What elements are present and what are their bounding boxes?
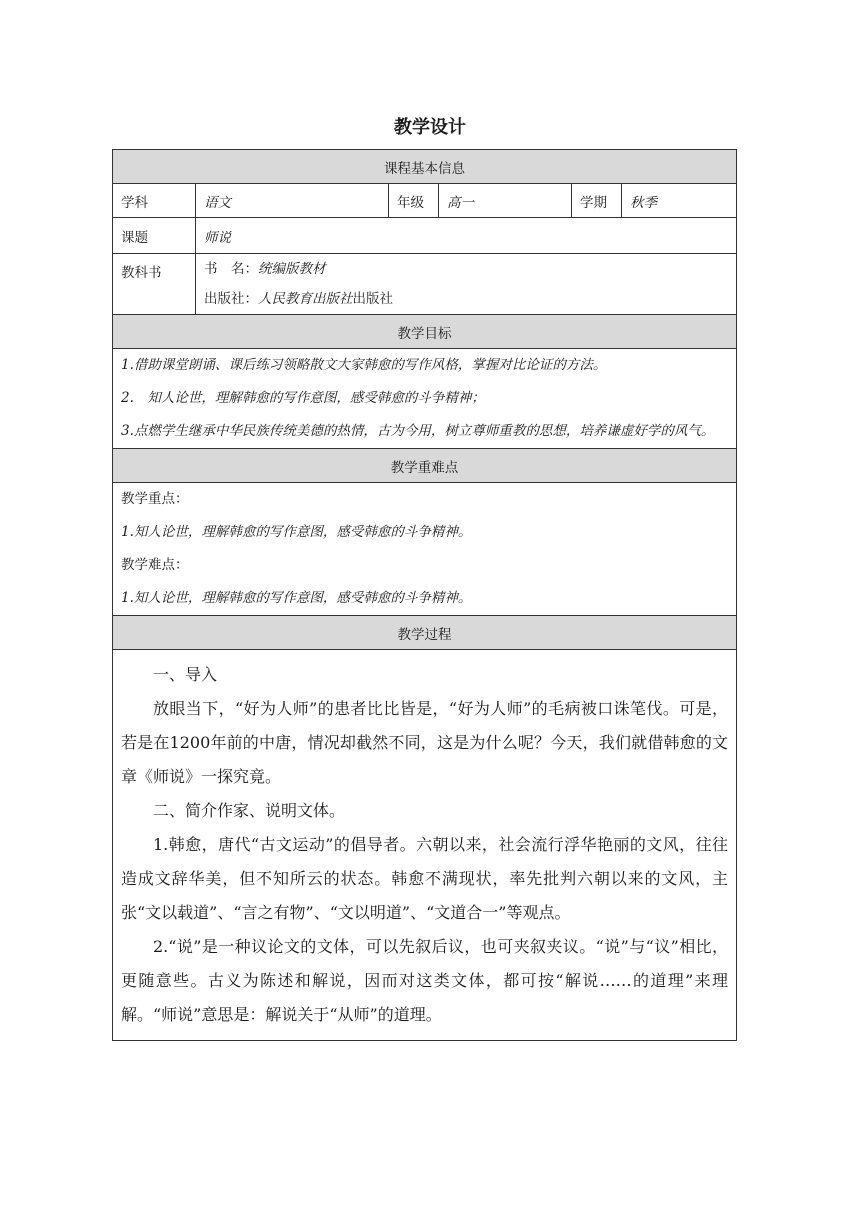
book-name-value: 统编版教材 bbox=[258, 261, 326, 277]
focus-item: 1.知人论世，理解韩愈的写作意图，感受韩愈的斗争精神。 bbox=[121, 524, 472, 540]
process-paragraph: 二、简介作家、说明文体。 bbox=[153, 801, 346, 820]
key-points-content bbox=[113, 483, 737, 616]
focus-label: 教学重点： bbox=[121, 491, 189, 507]
key-points-row bbox=[113, 483, 737, 616]
book-name-line bbox=[204, 254, 728, 284]
publisher-key: 出版社： bbox=[204, 291, 258, 307]
textbook-row bbox=[113, 254, 737, 315]
grade-value: 高一 bbox=[439, 184, 572, 218]
key-points-header-row bbox=[113, 449, 737, 483]
objectives-list bbox=[113, 349, 737, 449]
topic-row bbox=[113, 218, 737, 254]
process-paragraph: 一、导入 bbox=[153, 665, 218, 684]
objective-item: 2. 知人论世，理解韩愈的写作意图，感受韩愈的斗争精神； bbox=[121, 390, 485, 406]
process-paragraph: 2.“说”是一种议论文的文体，可以先叙后议，也可夹叙夹议。“说”与“议”相比，更随意些。古义为陈述和解说，因而对这类文体，都可按“解说……的道理”来理解。“师说”意思是：解说关于“从师”的道理。 bbox=[121, 937, 729, 1024]
objectives-header-row bbox=[113, 315, 737, 349]
topic-value: 师说 bbox=[196, 218, 737, 254]
document-title: 教学设计 bbox=[394, 117, 466, 138]
publisher-suffix: 出版社 bbox=[352, 291, 393, 307]
term-value: 秋季 bbox=[622, 184, 737, 218]
basic-info-header-row bbox=[113, 150, 737, 184]
process-paragraph: 1.韩愈，唐代“古文运动”的倡导者。六朝以来，社会流行浮华艳丽的文风，往往造成文辞华美，但不知所云的状态。韩愈不满现状，率先批判六朝以来的文风，主张“文以载道”、“言之有物”、“文以明道”、“文道合一”等观点。 bbox=[121, 835, 729, 922]
difficulty-label: 教学难点： bbox=[121, 557, 189, 573]
process-paragraph: 放眼当下，“好为人师”的患者比比皆是，“好为人师”的毛病被口诛笔伐。可是，若是在1200年前的中唐，情况却截然不同，这是为什么呢？今天，我们就借韩愈的文章《师说》一探究竟。 bbox=[121, 699, 729, 786]
book-name-key: 书 名： bbox=[204, 261, 258, 277]
textbook-info bbox=[196, 254, 737, 315]
term-label: 学期 bbox=[572, 184, 622, 218]
topic-label: 课题 bbox=[113, 218, 196, 254]
publisher-value: 人民教育出版社 bbox=[258, 291, 353, 307]
process-header-row bbox=[113, 616, 737, 650]
textbook-label bbox=[113, 254, 196, 315]
grade-label: 年级 bbox=[389, 184, 439, 218]
textbook-label-text: 教科书 bbox=[121, 265, 162, 281]
subject-label: 学科 bbox=[113, 184, 196, 218]
objectives-header: 教学目标 bbox=[113, 315, 737, 349]
objectives-row bbox=[113, 349, 737, 449]
subject-value: 语文 bbox=[196, 184, 389, 218]
key-points-header: 教学重难点 bbox=[113, 449, 737, 483]
process-header: 教学过程 bbox=[113, 616, 737, 650]
difficulty-item: 1.知人论世，理解韩愈的写作意图，感受韩愈的斗争精神。 bbox=[121, 590, 472, 606]
basic-info-header: 课程基本信息 bbox=[113, 150, 737, 184]
objective-item: 3.点燃学生继承中华民族传统美德的热情，古为今用，树立尊师重教的思想，培养谦虚好学的风气。 bbox=[121, 423, 715, 439]
process-row bbox=[113, 650, 737, 1041]
subject-row bbox=[113, 184, 737, 218]
lesson-plan-table bbox=[112, 149, 737, 1041]
process-content bbox=[113, 650, 737, 1041]
publisher-line bbox=[204, 284, 728, 314]
objective-item: 1.借助课堂朗诵、课后练习领略散文大家韩愈的写作风格，掌握对比论证的方法。 bbox=[121, 357, 607, 373]
